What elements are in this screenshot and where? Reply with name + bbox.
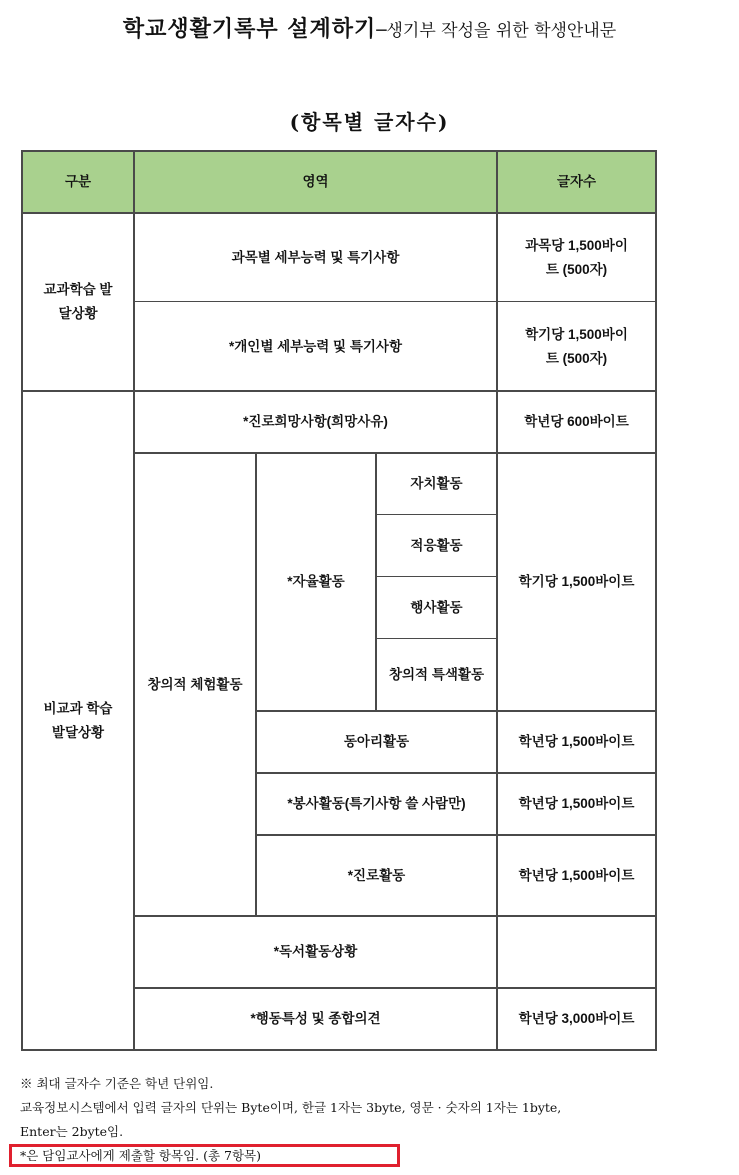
- count-subject-detail: 과목당 1,500바이트 (500자): [497, 213, 656, 302]
- area-self-government: 자치활동: [376, 453, 497, 515]
- area-career-hope: *진로희망사항(희망사유): [134, 391, 497, 453]
- table-rule: [255, 452, 257, 916]
- table-rule: [375, 452, 377, 711]
- area-event: 행사활동: [376, 577, 497, 639]
- table-rule: [256, 834, 657, 836]
- area-club: 동아리활동: [256, 711, 497, 773]
- area-subject-detail: 과목별 세부능력 및 특기사항: [134, 213, 497, 302]
- highlight-box: [9, 1144, 400, 1167]
- area-creative-special: 창의적 특색활동: [376, 639, 497, 711]
- count-club: 학년당 1,500바이트: [497, 711, 656, 773]
- area-autonomous-activity: *자율활동: [256, 453, 376, 711]
- area-career-activity: *진로활동: [256, 835, 497, 916]
- table-rule: [134, 915, 657, 917]
- count-career-hope: 학년당 600바이트: [497, 391, 656, 453]
- table-rule: [496, 150, 498, 1051]
- note-line: Enter는 2byte임.: [20, 1124, 124, 1139]
- table-border-right: [655, 150, 657, 1051]
- area-adaptation: 적응활동: [376, 515, 497, 577]
- table-border-top: [21, 150, 657, 152]
- count-career-activity: 학년당 1,500바이트: [497, 835, 656, 916]
- area-reading: *독서활동상황: [134, 916, 497, 988]
- page-title-sub: ─생기부 작성을 위한 학생안내문: [376, 21, 617, 41]
- col-header-category: 구분: [22, 151, 134, 213]
- table-rule: [133, 150, 135, 1051]
- table-rule: [376, 638, 497, 639]
- table-rule: [134, 987, 657, 989]
- category-nonsubject-learning: 비교과 학습 발달상황: [22, 391, 134, 1050]
- area-behavior: *행동특성 및 종합의견: [134, 988, 497, 1050]
- area-creative-activity: 창의적 체험활동: [134, 453, 256, 916]
- count-individual-detail: 학기당 1,500바이트 (500자): [497, 302, 656, 391]
- note-line-highlighted: *은 담임교사에게 제출할 항목임. (총 7항목): [20, 1148, 261, 1163]
- table-rule: [21, 212, 657, 214]
- table-border-left: [21, 150, 23, 1051]
- col-header-area: 영역: [134, 151, 497, 213]
- area-individual-detail: *개인별 세부능력 및 특기사항: [134, 302, 497, 391]
- table-rule: [134, 452, 657, 454]
- page-title: [0, 12, 739, 43]
- table-rule: [376, 576, 497, 577]
- table-border-bottom: [21, 1049, 657, 1051]
- table-rule: [21, 390, 657, 392]
- count-volunteer: 학년당 1,500바이트: [497, 773, 656, 835]
- table-rule: [134, 301, 657, 302]
- count-behavior: 학년당 3,000바이트: [497, 988, 656, 1050]
- col-header-count: 글자수: [497, 151, 656, 213]
- count-autonomous: 학기당 1,500바이트: [497, 453, 656, 711]
- table-rule: [376, 514, 497, 515]
- area-volunteer: *봉사활동(특기사항 쓸 사람만): [256, 773, 497, 835]
- page-title-main: 학교생활기록부 설계하기: [122, 16, 377, 42]
- note-line: ※ 최대 글자수 기준은 학년 단위임.: [20, 1076, 214, 1091]
- section-title: (항목별 글자수): [289, 110, 450, 134]
- table-rule: [256, 710, 657, 712]
- category-subject-learning: 교과학습 발달상황: [22, 213, 134, 391]
- note-line: 교육정보시스템에서 입력 글자의 단위는 Byte이며, 한글 1자는 3byte, 영문 · 숫자의 1자는 1byte,: [20, 1100, 562, 1115]
- count-reading: [497, 916, 656, 988]
- table-rule: [256, 772, 657, 774]
